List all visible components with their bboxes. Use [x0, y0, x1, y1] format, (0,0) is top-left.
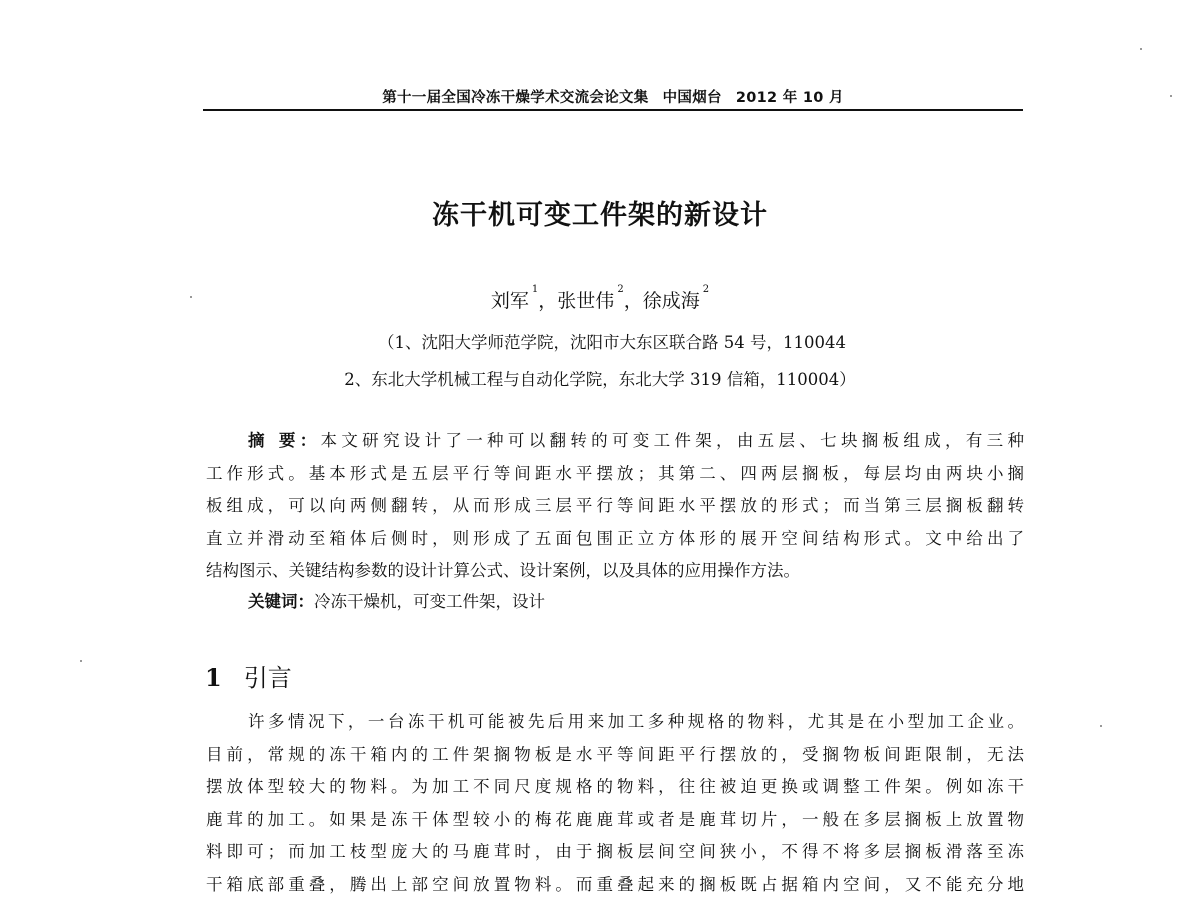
author-affil-mark: 1 — [532, 284, 538, 295]
affiliation-1: （1、沈阳大学师范学院，沈阳市大东区联合路 54 号，110044 — [12, 329, 1200, 353]
scan-speck — [1100, 725, 1102, 727]
abstract — [206, 425, 1024, 588]
abstract-line: 板组成，可以向两侧翻转，从而形成三层平行等间距水平摆放的形式；而当第三层搁板翻转 — [206, 490, 1024, 523]
keywords — [248, 588, 545, 612]
author-name: 张世伟 — [557, 290, 614, 312]
proceedings-name: 第十一届全国冷冻干燥学术交流会论文集 — [382, 90, 648, 106]
abstract-label: 摘 要： — [248, 431, 321, 450]
author-separator: ， — [538, 290, 557, 312]
author-affil-mark: 2 — [617, 284, 623, 295]
section-title: 引言 — [244, 664, 292, 692]
section-heading — [205, 658, 292, 693]
keywords-label: 关键词： — [248, 592, 314, 611]
author-affil-mark: 2 — [703, 284, 709, 295]
author-list — [0, 286, 1200, 313]
intro-paragraph — [206, 706, 1024, 901]
abstract-line: 工作形式。基本形式是五层平行等间距水平摆放；其第二、四两层搁板，每层均由两块小搁 — [206, 458, 1024, 491]
paper-title: 冻干机可变工件架的新设计 — [0, 193, 1200, 232]
abstract-line: 摘 要：本文研究设计了一种可以翻转的可变工件架，由五层、七块搁板组成，有三种 — [206, 425, 1024, 458]
body-line: 许多情况下，一台冻干机可能被先后用来加工多种规格的物料，尤其是在小型加工企业。 — [206, 706, 1024, 739]
scan-speck — [1170, 95, 1172, 97]
author-name: 徐成海 — [643, 290, 700, 312]
conference-location: 中国烟台 — [663, 90, 722, 106]
author-separator: ， — [624, 290, 643, 312]
author-name: 刘军 — [491, 290, 529, 312]
scan-speck — [190, 296, 192, 298]
scan-speck — [80, 660, 82, 662]
body-line: 目前，常规的冻干箱内的工件架搁物板是水平等间距平行摆放的，受搁物板间距限制，无法 — [206, 739, 1024, 772]
body-line: 干箱底部重叠，腾出上部空间放置物料。而重叠起来的搁板既占据箱内空间，又不能充分地 — [206, 869, 1024, 901]
abstract-line: 直立并滑动至箱体后侧时，则形成了五面包围正立方体形的展开空间结构形式。文中给出了 — [206, 523, 1024, 556]
body-line: 料即可；而加工枝型庞大的马鹿茸时，由于搁板层间空间狭小，不得不将多层搁板滑落至冻 — [206, 836, 1024, 869]
scan-speck — [1140, 48, 1142, 50]
body-line: 摆放体型较大的物料。为加工不同尺度规格的物料，往往被迫更换或调整工件架。例如冻干 — [206, 771, 1024, 804]
affiliation-2: 2、东北大学机械工程与自动化学院，东北大学 319 信箱，110004） — [0, 366, 1200, 390]
header-rule — [203, 109, 1023, 111]
running-header — [203, 86, 1023, 107]
keywords-text: 冷冻干燥机，可变工件架，设计 — [314, 592, 545, 611]
conference-date: 2012 年 10 月 — [736, 90, 844, 106]
body-line: 鹿茸的加工。如果是冻干体型较小的梅花鹿鹿茸或者是鹿茸切片，一般在多层搁板上放置物 — [206, 804, 1024, 837]
abstract-line: 结构图示、关键结构参数的设计计算公式、设计案例，以及具体的应用操作方法。 — [206, 555, 1024, 588]
section-number: 1 — [205, 663, 222, 692]
